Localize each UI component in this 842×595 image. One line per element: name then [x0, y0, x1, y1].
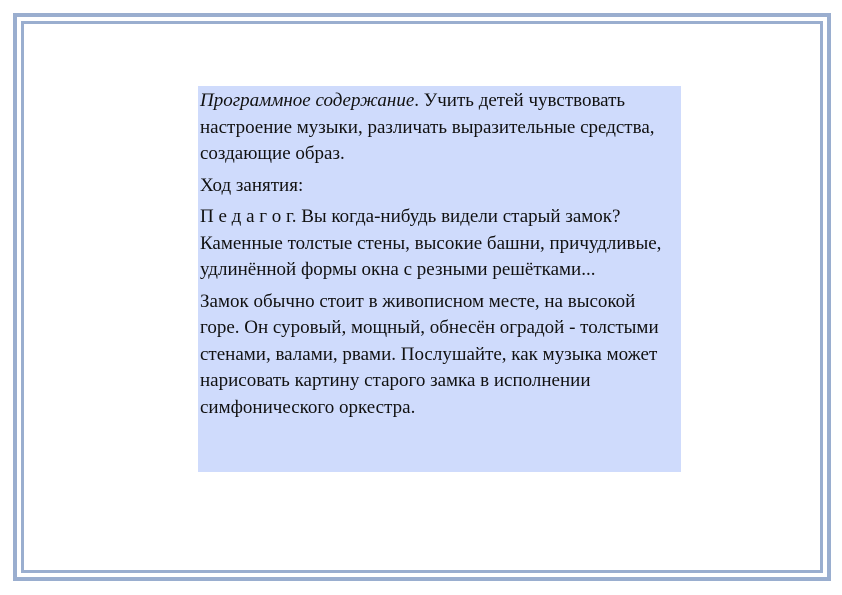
castle-description-paragraph: Замок обычно стоит в живописном месте, на высокой горе. Он суровый, мощный, обнесён оградой - толстыми стенами, валами, рвами. Послушайте, как музыка может нарисовать картину старого замка в исполнении симфонического оркестра.: [200, 290, 659, 418]
program-content-heading: Программное содержание: [200, 90, 415, 111]
lesson-progress-heading: Ход занятия:: [200, 174, 304, 196]
teacher-speech-paragraph: П е д а г о г. Вы когда-нибудь видели старый замок? Каменные толстые стены, высокие башни, причудливые, удлинённой формы окна с резными решётками...: [200, 206, 662, 280]
program-content-paragraph: [200, 88, 675, 168]
lesson-text-box: [198, 86, 681, 472]
program-content-text: . Учить детей чувствовать настроение музыки, различать выразительные средства, создающие образ.: [200, 90, 655, 164]
